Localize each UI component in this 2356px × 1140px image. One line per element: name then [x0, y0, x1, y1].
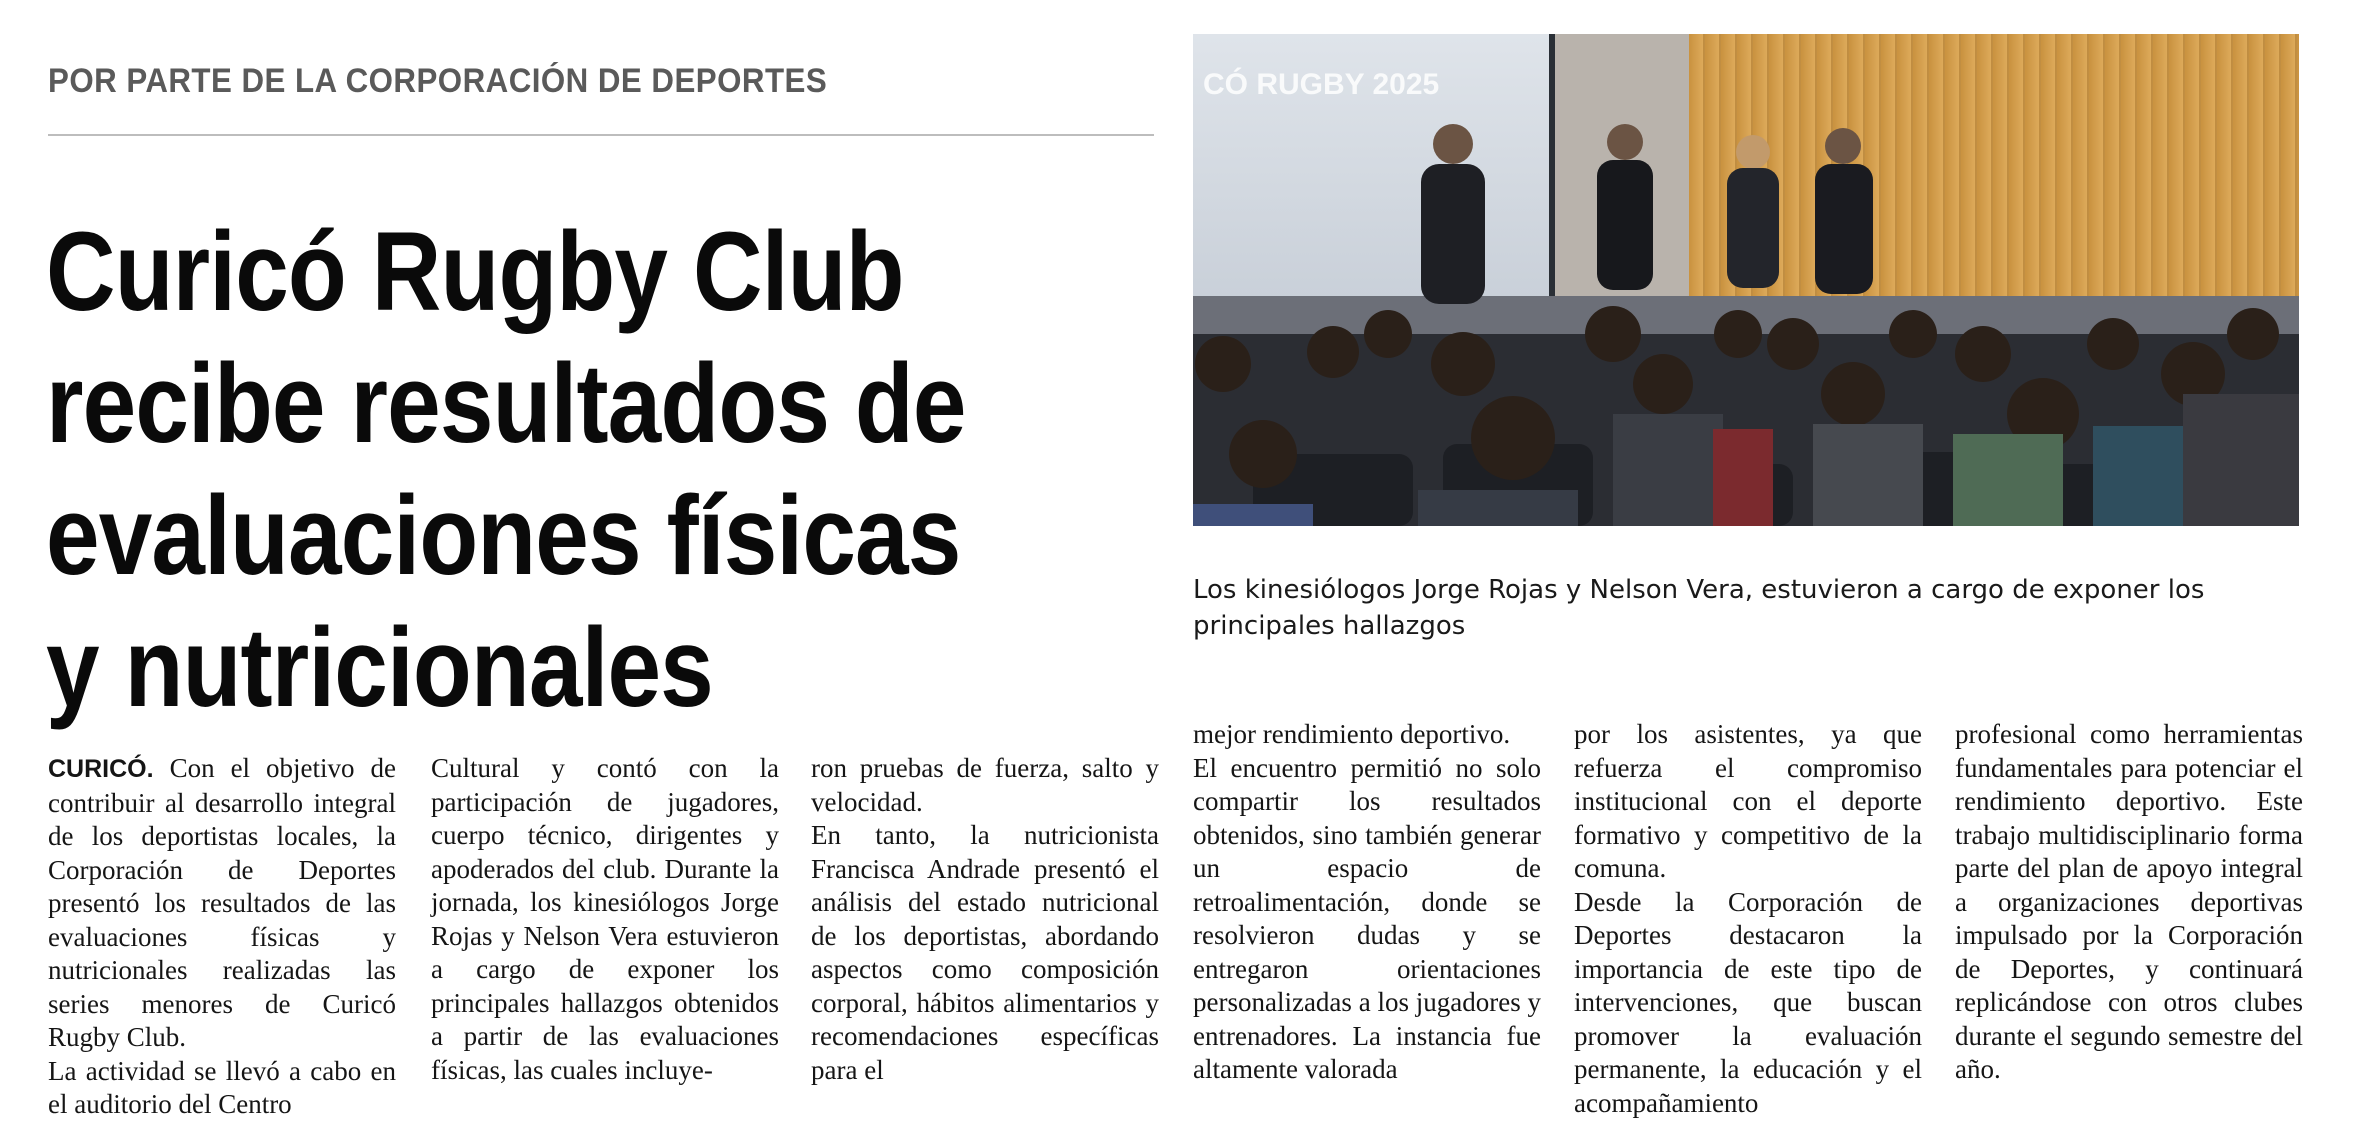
- article-paragraph: profesional como herramientas fundamentales para potenciar el rendimiento deportivo. Este trabajo multidisciplinario forma parte del plan de apoyo integral a organizaciones deportivas impulsado por la Corporación de Deportes, y continuará replicándose con otros clubes durante el segundo semestre del año.: [1955, 719, 2303, 1084]
- article-paragraph: Desde la Corporación de Deportes destacaron la importancia de este tipo de intervenciones, que buscan promover la evaluación permanente, la educación y el acompañamiento: [1574, 886, 1922, 1118]
- article-paragraph: La actividad se llevó a cabo en el auditorio del Centro: [48, 1055, 396, 1119]
- article-column-4: [1193, 718, 1541, 1087]
- article-column-6: [1955, 718, 2303, 1087]
- article-paragraph: mejor rendimiento deportivo.: [1193, 719, 1511, 749]
- article-paragraph: [48, 752, 396, 1055]
- article-paragraph: El encuentro permitió no solo compartir los resultados obtenidos, sino también generar un espacio de retroalimentación, donde se resolvieron dudas y se entregaron orientaciones personalizadas a los jugadores y entrenadores. La instancia fue altamente valorada: [1193, 752, 1541, 1084]
- headline-line: recibe resultados de: [46, 341, 966, 466]
- photo-caption: Los kinesiólogos Jorge Rojas y Nelson Vera, estuvieron a cargo de exponer los principales hallazgos: [1193, 575, 2205, 641]
- screen-text: CÓ RUGBY 2025: [1203, 68, 1440, 101]
- article-column-1: [48, 752, 396, 1122]
- kicker-divider: [48, 134, 1154, 136]
- article-paragraph: por los asistentes, ya que refuerza el compromiso institucional con el deporte formativo y competitivo de la comuna.: [1574, 719, 1922, 883]
- article-paragraph: En tanto, la nutricionista Francisca Andrade presentó el análisis del estado nutricional de los deportistas, abordando aspectos como composición corporal, hábitos alimentarios y recomendaciones específicas para el: [811, 820, 1159, 1085]
- article-column-3: [811, 752, 1159, 1087]
- article-paragraph: Cultural y contó con la participación de jugadores, cuerpo técnico, dirigentes y apoderados del club. Durante la jornada, los kinesiólogos Jorge Rojas y Nelson Vera estuvieron a cargo de exponer los principales hallazgos obtenidos a partir de las evaluaciones físicas, las cuales incluye-: [431, 753, 779, 1085]
- paragraph-text: Con el objetivo de contribuir al desarrollo integral de los deportistas locales, la Corporación de Deportes presentó los resultados de las evaluaciones físicas y nutricionales realizadas las series menores de Curicó Rugby Club.: [48, 753, 397, 1052]
- section-kicker: POR PARTE DE LA CORPORACIÓN DE DEPORTES: [48, 62, 828, 100]
- article-paragraph: ron pruebas de fuerza, salto y velocidad.: [811, 753, 1159, 817]
- headline: [46, 206, 1009, 734]
- news-photo: [1193, 34, 2299, 526]
- headline-line: y nutricionales: [46, 605, 713, 730]
- article-column-2: [431, 752, 779, 1087]
- article-column-5: [1574, 718, 1922, 1120]
- headline-line: Curicó Rugby Club: [46, 209, 904, 334]
- headline-line: evaluaciones físicas: [46, 473, 961, 598]
- dateline: CURICÓ.: [48, 755, 154, 783]
